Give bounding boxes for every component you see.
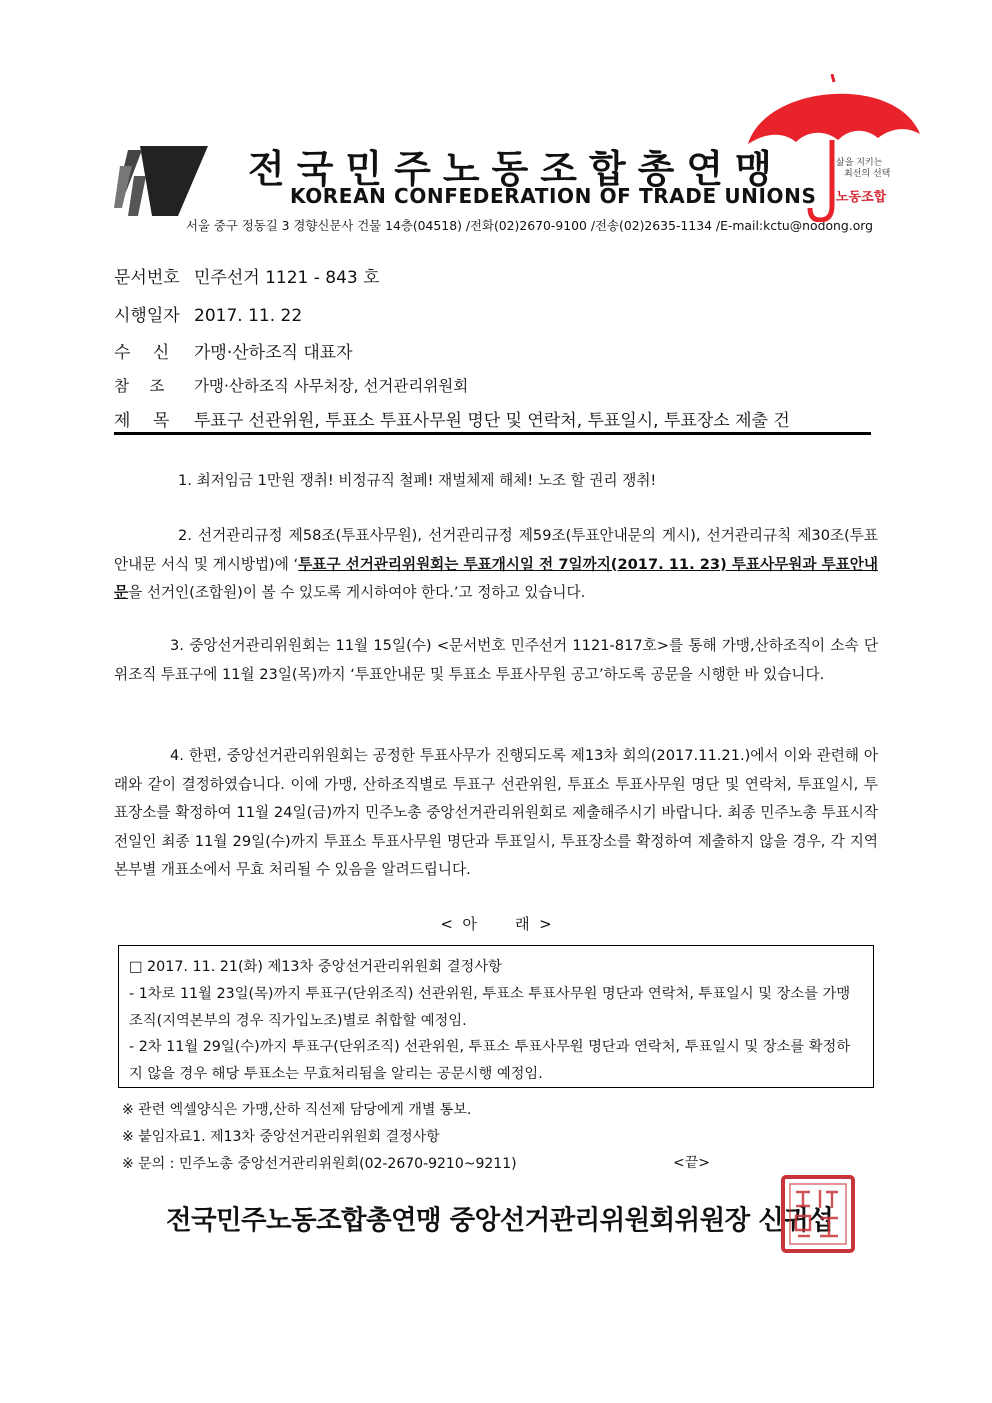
paragraph-3: 3. 중앙선거관리위원회는 11월 15일(수) <문서번호 민주선거 1121-817호>를 통해 가맹,산하조직이 소속 단위조직 투표구에 11월 23일(목)까지 ‘투표안내문 및 투표소 투표사무원 공고’하도록 공문을 시행한 바 있습니다.	[114, 637, 878, 683]
decision-item-1: - 1차로 11월 23일(목)까지 투표구(단위조직) 선관위원, 투표소 투표사무원 명단과 연락처, 투표일시 및 장소를 가맹조직(지역본부의 경우 직가입노조)별로 취합할 예정임.	[129, 985, 851, 1029]
date-label: 시행일자	[114, 306, 180, 326]
decision-box	[118, 945, 874, 1088]
kctu-logo-icon	[112, 146, 208, 216]
org-address: 서울 중구 정동길 3 경향신문사 건물 14층(04518) /전화(02)2670-9100 /전송(02)2635-1134 /E-mail:kctu@nodong.org	[186, 218, 874, 233]
recipient-row	[114, 338, 353, 363]
paragraph-2	[114, 522, 878, 608]
decision-title: □ 2017. 11. 21(화) 제13차 중앙선거관리위원회 결정사항	[129, 959, 502, 975]
below-heading: < 아 래 >	[440, 915, 552, 933]
doc-number-row	[114, 263, 380, 288]
paragraph-2-text-a: 2. 선거관리규정 제58조(투표사무원), 선거관리규정 제59조(투표안내문의 게시), 선거관리규칙 제30조(투표안내문 서식 및 게시방법)에 ‘	[114, 527, 878, 573]
header-divider	[114, 432, 871, 435]
note-excel-form: ※ 관련 엑셀양식은 가맹,산하 직선제 담당에게 개별 통보.	[122, 1102, 472, 1118]
note-attachment: ※ 붙임자료1. 제13차 중앙선거관리위원회 결정사항	[122, 1129, 440, 1145]
paragraph-1: 1. 최저임금 1만원 쟁취! 비정규직 철폐! 재벌체제 해체! 노조 할 권리 쟁취!	[178, 472, 657, 489]
org-name-english: KOREAN CONFEDERATION OF TRADE UNIONS	[290, 184, 817, 208]
subject-row	[114, 406, 790, 431]
subject-label: 제 목	[114, 411, 170, 431]
reference-label: 참 조	[114, 377, 165, 395]
doc-number-value: 민주선거 1121 - 843 호	[194, 268, 380, 288]
red-umbrella-icon	[746, 74, 922, 222]
date-value: 2017. 11. 22	[194, 306, 303, 326]
org-name-korean: 전국민주노동조합총연맹	[248, 147, 784, 191]
reference-row	[114, 374, 468, 396]
doc-number-label: 문서번호	[114, 268, 180, 288]
recipient-label: 수 신	[114, 343, 170, 363]
subject-value: 투표구 선관위원, 투표소 투표사무원 명단 및 연락처, 투표일시, 투표장소 제출 건	[194, 411, 790, 431]
official-seal-icon	[780, 1174, 856, 1254]
date-row	[114, 301, 302, 326]
note-contact: ※ 문의 : 민주노총 중앙선거관리위원회(02-2670-9210~9211)	[122, 1156, 517, 1172]
paragraph-2-text-b: 을 선거인(조합원)이 볼 수 있도록 게시하여야 한다.’고 정하고 있습니다.	[128, 584, 586, 601]
recipient-value: 가맹·산하조직 대표자	[194, 343, 353, 363]
decision-item-2: - 2차 11월 29일(수)까지 투표구(단위조직) 선관위원, 투표소 투표사무원 명단과 연락처, 투표일시 및 장소를 확정하지 않을 경우 해당 투표소는 무효처리됨을 알리는 공문시행 예정임.	[129, 1039, 851, 1083]
umbrella-slogan-line1: 삶을 지키는	[836, 158, 883, 168]
paragraph-4: 4. 한편, 중앙선거관리위원회는 공정한 투표사무가 진행되도록 제13차 회의(2017.11.21.)에서 이와 관련해 아래와 같이 결정하였습니다. 이에 가맹, 산하조직별로 투표구 선관위원, 투표소 투표사무원 명단 및 연락처, 투표일시, 투표장소를 확정하여 11월 24일(금)까지 민주노총 중앙선거관리위원회로 제출해주시기 바랍니다. 최종 민주노총 투표시작 전일인 최종 11월 29일(수)까지 투표소 투표사무원 명단과 투표일시, 투표장소를 확정하여 제출하지 않을 경우, 각 지역본부별 개표소에서 무효 처리될 수 있음을 알려드립니다.	[114, 747, 878, 878]
end-mark: <끝>	[673, 1155, 710, 1171]
umbrella-slogan-line2: 최선의 선택	[844, 169, 891, 179]
reference-value: 가맹·산하조직 사무처장, 선거관리위원회	[194, 377, 469, 395]
umbrella-brand: 노동조합	[836, 190, 887, 205]
paragraph-2-underlined: 투표구 선거관리위원회는 투표개시일 전 7일까지(2017. 11. 23) 투표사무원과 투표안내문	[114, 555, 878, 601]
signature-line: 전국민주노동조합총연맹 중앙선거관리위원회위원장 신귀섭	[166, 1205, 834, 1236]
